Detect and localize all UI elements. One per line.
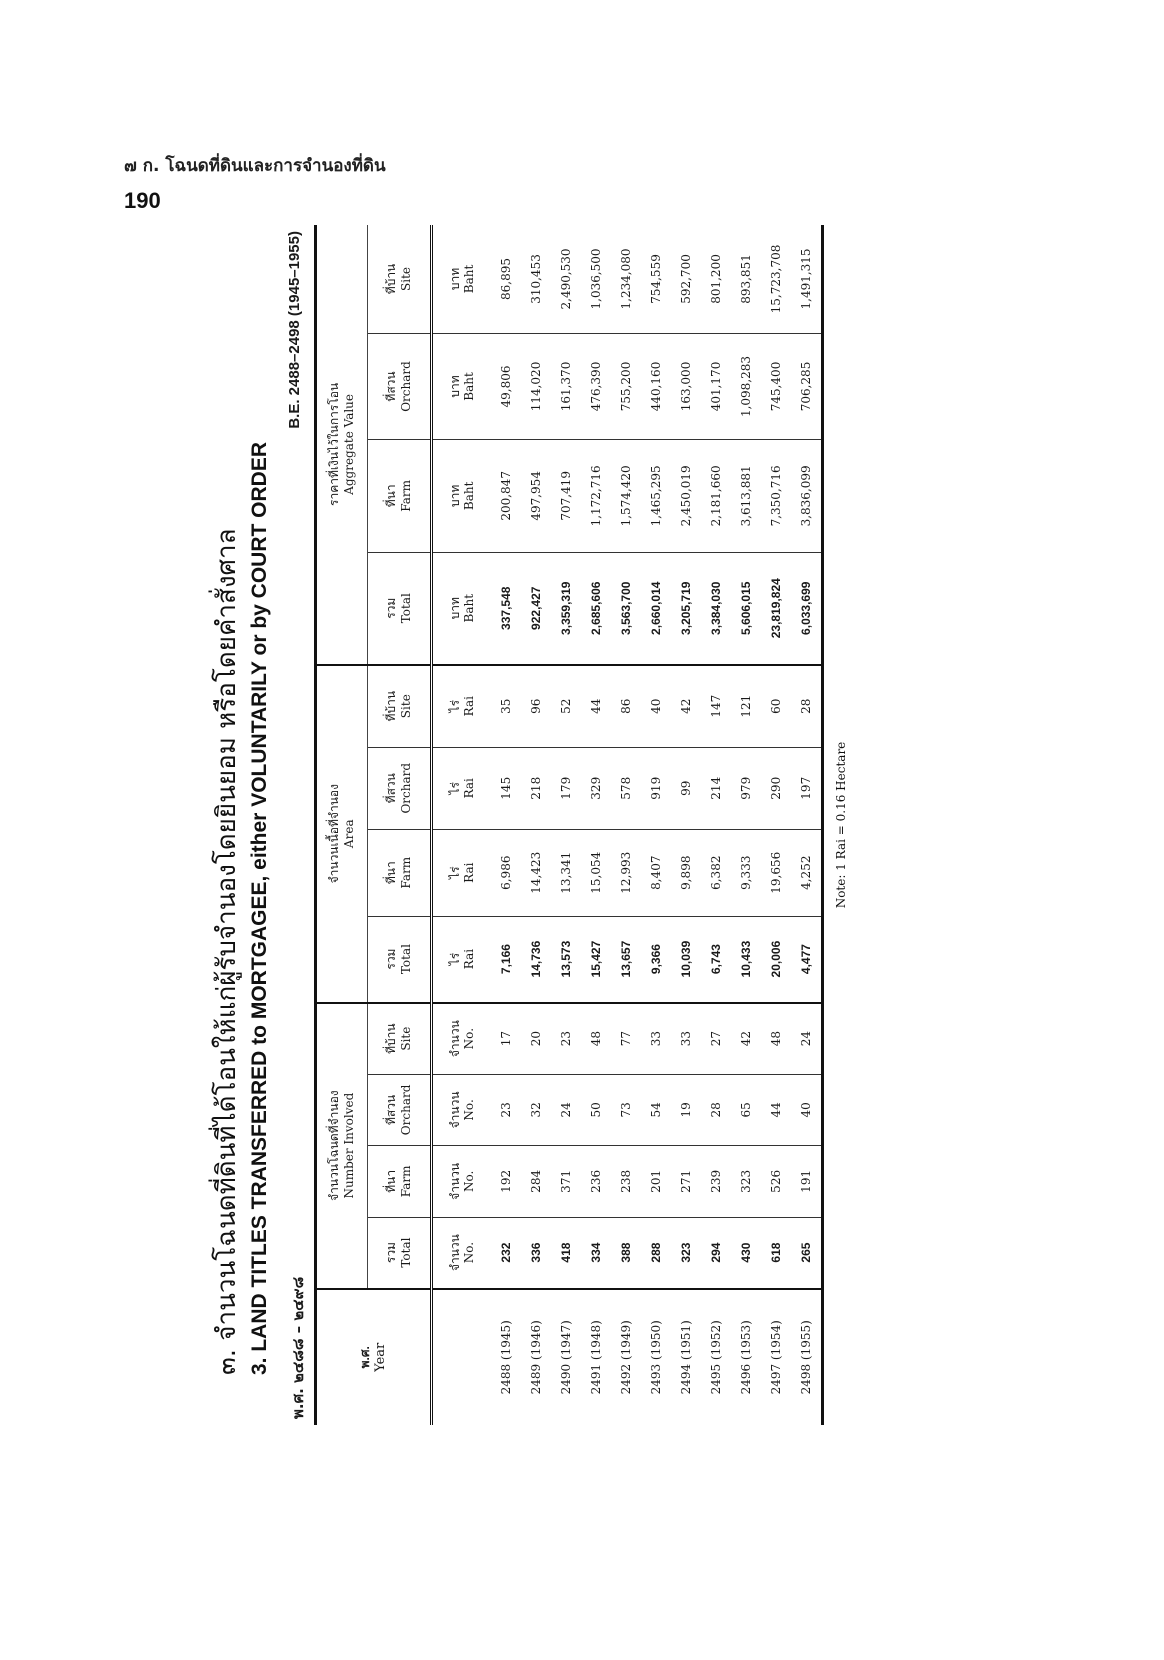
value-cell: 371 — [551, 1146, 581, 1217]
value-cell: 979 — [731, 747, 761, 829]
value-cell: 388 — [611, 1217, 641, 1288]
value-cell: 3,359,319 — [551, 552, 581, 665]
subcolumn-en: Total — [399, 944, 413, 975]
value-cell: 6,033,699 — [791, 552, 823, 665]
value-cell: 3,563,700 — [611, 552, 641, 665]
unit-thai: ไร่ — [447, 952, 462, 966]
subcolumn-thai: ที่นา — [384, 861, 398, 885]
year-cell: 2495 (1952) — [709, 1320, 723, 1395]
value-cell: 288 — [641, 1217, 671, 1288]
value-cell: 13,657 — [611, 916, 641, 1003]
subcolumn-thai: รวม — [384, 597, 398, 619]
value-cell: 48 — [761, 1003, 791, 1075]
unit-en: Baht — [462, 264, 476, 294]
value-cell: 44 — [761, 1074, 791, 1145]
table-row — [731, 225, 761, 1425]
value-cell: 86,895 — [491, 225, 521, 333]
table-row — [761, 225, 791, 1425]
unit-thai: บาท — [447, 597, 462, 620]
value-cell: 44 — [581, 665, 611, 747]
unit-en: No. — [462, 1099, 476, 1121]
value-cell: 1,172,716 — [581, 440, 611, 553]
value-cell: 12,993 — [611, 829, 641, 916]
subcolumn-header — [368, 747, 432, 829]
value-cell: 42 — [731, 1003, 761, 1075]
value-cell: 10,039 — [671, 916, 701, 1003]
value-cell: 5,606,015 — [731, 552, 761, 665]
value-cell: 24 — [791, 1003, 823, 1075]
subcolumn-header-row — [368, 225, 432, 1425]
value-cell: 329 — [581, 747, 611, 829]
table-note: Note: 1 Rai = 0.16 Hectare — [834, 741, 848, 909]
unit-cell — [432, 552, 492, 665]
value-cell: 284 — [521, 1146, 551, 1217]
value-cell: 239 — [701, 1146, 731, 1217]
value-cell: 2,490,530 — [551, 225, 581, 333]
value-cell: 232 — [491, 1217, 521, 1288]
value-cell: 23,819,824 — [761, 552, 791, 665]
unit-thai: จำนวน — [447, 1091, 462, 1129]
subcolumn-en: Farm — [399, 856, 413, 889]
value-cell: 3,384,030 — [701, 552, 731, 665]
unit-thai: จำนวน — [447, 1162, 462, 1200]
year-cell: 2491 (1948) — [589, 1320, 603, 1395]
subcolumn-en: Orchard — [399, 361, 413, 412]
value-cell: 28 — [701, 1074, 731, 1145]
subcolumn-header — [368, 829, 432, 916]
unit-cell-blank — [432, 1289, 492, 1425]
units-row — [432, 225, 492, 1425]
unit-cell — [432, 916, 492, 1003]
group-thai: จำนวนเนื้อที่จำนอง — [327, 784, 341, 884]
value-cell: 2,450,019 — [671, 440, 701, 553]
value-cell: 77 — [611, 1003, 641, 1075]
subcolumn-thai: ที่สวน — [384, 1094, 398, 1125]
unit-en: Rai — [462, 862, 476, 883]
value-cell: 15,723,708 — [761, 225, 791, 333]
group-header-area — [316, 665, 368, 1003]
value-cell: 2,660,014 — [641, 552, 671, 665]
unit-en: Rai — [462, 778, 476, 799]
value-cell: 2,181,660 — [701, 440, 731, 553]
value-cell: 1,098,283 — [731, 333, 761, 439]
value-cell: 4,252 — [791, 829, 823, 916]
unit-en: Baht — [462, 481, 476, 511]
subcolumn-header — [368, 916, 432, 1003]
title-block — [202, 225, 312, 1425]
value-cell: 290 — [761, 747, 791, 829]
value-cell: 147 — [701, 665, 731, 747]
period-row — [286, 225, 310, 1425]
value-cell: 27 — [701, 1003, 731, 1075]
table-row — [491, 225, 521, 1425]
unit-cell — [432, 747, 492, 829]
value-cell: 13,341 — [551, 829, 581, 916]
subcolumn-en: Site — [399, 266, 413, 291]
subcolumn-en: Farm — [399, 479, 413, 512]
subcolumn-header — [368, 1217, 432, 1288]
unit-cell — [432, 1217, 492, 1288]
value-cell: 192 — [491, 1146, 521, 1217]
unit-cell — [432, 1003, 492, 1075]
table-row — [551, 225, 581, 1425]
table-title-thai: ๓. จำนวนโฉนดที่ดินที่ได้โอนให้แก่ผู้รับจำนองโดยยินยอม หรือโดยคำสั่งศาล — [212, 528, 242, 1375]
value-cell: 265 — [791, 1217, 823, 1288]
value-cell: 35 — [491, 665, 521, 747]
value-cell: 3,613,881 — [731, 440, 761, 553]
subcolumn-header — [368, 665, 432, 747]
value-cell: 179 — [551, 747, 581, 829]
value-cell: 440,160 — [641, 333, 671, 439]
value-cell: 200,847 — [491, 440, 521, 553]
group-en: Number Involved — [342, 1092, 356, 1199]
subcolumn-header — [368, 333, 432, 439]
rotated-table-frame — [202, 225, 862, 1425]
subcolumn-header — [368, 225, 432, 333]
table-row — [521, 225, 551, 1425]
value-cell: 50 — [581, 1074, 611, 1145]
table-title-english: 3. LAND TITLES TRANSFERRED to MORTGAGEE, either VOLUNTARILY or by COURT ORDER — [248, 442, 271, 1375]
value-cell: 707,419 — [551, 440, 581, 553]
value-cell: 23 — [551, 1003, 581, 1075]
value-cell: 9,366 — [641, 916, 671, 1003]
value-cell: 310,453 — [521, 225, 551, 333]
running-head: ๗ ก. โฉนดที่ดินและการจำนองที่ดิน — [124, 156, 386, 176]
value-cell: 6,743 — [701, 916, 731, 1003]
value-cell: 19 — [671, 1074, 701, 1145]
value-cell: 15,054 — [581, 829, 611, 916]
value-cell: 52 — [551, 665, 581, 747]
value-cell: 218 — [521, 747, 551, 829]
unit-cell — [432, 1146, 492, 1217]
value-cell: 99 — [671, 747, 701, 829]
year-cell: 2489 (1946) — [529, 1320, 543, 1395]
group-header-value — [316, 225, 368, 665]
value-cell: 323 — [671, 1217, 701, 1288]
subcolumn-en: Total — [399, 593, 413, 624]
value-cell: 33 — [641, 1003, 671, 1075]
value-cell: 323 — [731, 1146, 761, 1217]
value-cell: 336 — [521, 1217, 551, 1288]
value-cell: 14,736 — [521, 916, 551, 1003]
value-cell: 9,333 — [731, 829, 761, 916]
unit-thai: จำนวน — [447, 1020, 462, 1058]
unit-cell — [432, 225, 492, 333]
value-cell: 114,020 — [521, 333, 551, 439]
value-cell: 86 — [611, 665, 641, 747]
value-cell: 755,200 — [611, 333, 641, 439]
unit-thai: ไร่ — [447, 782, 462, 795]
subcolumn-en: Farm — [399, 1165, 413, 1198]
value-cell: 40 — [641, 665, 671, 747]
unit-thai: บาท — [447, 484, 462, 507]
value-cell: 20,006 — [761, 916, 791, 1003]
subcolumn-thai: ที่สวน — [384, 773, 398, 804]
value-cell: 1,234,080 — [611, 225, 641, 333]
year-cell: 2494 (1951) — [679, 1320, 693, 1395]
unit-thai: บาท — [447, 267, 462, 291]
table-row — [791, 225, 823, 1425]
year-cell: 2498 (1955) — [799, 1320, 813, 1395]
subcolumn-en: Site — [399, 1026, 413, 1051]
group-thai: จำนวนโฉนดที่จำนอง — [327, 1090, 341, 1201]
group-en: Aggregate Value — [342, 393, 356, 495]
page-number: 190 — [124, 188, 161, 213]
value-cell: 1,465,295 — [641, 440, 671, 553]
value-cell: 7,350,716 — [761, 440, 791, 553]
subcolumn-thai: ที่นา — [384, 1169, 398, 1193]
value-cell: 334 — [581, 1217, 611, 1288]
value-cell: 17 — [491, 1003, 521, 1075]
unit-en: Baht — [462, 593, 476, 623]
table-row — [701, 225, 731, 1425]
subcolumn-header — [368, 440, 432, 553]
value-cell: 48 — [581, 1003, 611, 1075]
value-cell: 42 — [671, 665, 701, 747]
value-cell: 754,559 — [641, 225, 671, 333]
value-cell: 526 — [761, 1146, 791, 1217]
subcolumn-en: Orchard — [399, 762, 413, 814]
group-header-number — [316, 1003, 368, 1289]
year-header-thai: พ.ศ. — [357, 1346, 372, 1369]
value-cell: 28 — [791, 665, 823, 747]
subcolumn-thai: ที่นา — [384, 484, 398, 508]
value-cell: 9,898 — [671, 829, 701, 916]
value-cell: 15,427 — [581, 916, 611, 1003]
subcolumn-header — [368, 552, 432, 665]
subcolumn-thai: ที่บ้าน — [384, 263, 398, 295]
table-row — [671, 225, 701, 1425]
value-cell: 96 — [521, 665, 551, 747]
value-cell: 49,806 — [491, 333, 521, 439]
value-cell: 20 — [521, 1003, 551, 1075]
unit-en: No. — [462, 1027, 476, 1050]
value-cell: 214 — [701, 747, 731, 829]
subcolumn-en: Site — [399, 694, 413, 719]
value-cell: 7,166 — [491, 916, 521, 1003]
group-en: Area — [342, 819, 356, 849]
value-cell: 13,573 — [551, 916, 581, 1003]
unit-en: Baht — [462, 372, 476, 401]
value-cell: 337,548 — [491, 552, 521, 665]
value-cell: 592,700 — [671, 225, 701, 333]
unit-en: Rai — [462, 948, 476, 970]
group-thai: ราคาที่เงินไว้ในการโอน — [327, 382, 341, 506]
year-header — [316, 1289, 432, 1425]
subcolumn-thai: ที่บ้าน — [384, 1023, 398, 1054]
unit-thai: บาท — [447, 375, 462, 398]
value-cell: 191 — [791, 1146, 823, 1217]
value-cell: 19,656 — [761, 829, 791, 916]
table-body — [491, 225, 823, 1425]
value-cell: 2,685,606 — [581, 552, 611, 665]
value-cell: 24 — [551, 1074, 581, 1145]
unit-cell — [432, 829, 492, 916]
subcolumn-en: Orchard — [399, 1084, 413, 1136]
value-cell: 6,986 — [491, 829, 521, 916]
value-cell: 418 — [551, 1217, 581, 1288]
value-cell: 497,954 — [521, 440, 551, 553]
value-cell: 706,285 — [791, 333, 823, 439]
value-cell: 238 — [611, 1146, 641, 1217]
value-cell: 919 — [641, 747, 671, 829]
value-cell: 10,433 — [731, 916, 761, 1003]
value-cell: 3,205,719 — [671, 552, 701, 665]
value-cell: 14,423 — [521, 829, 551, 916]
value-cell: 578 — [611, 747, 641, 829]
value-cell: 618 — [761, 1217, 791, 1288]
subcolumn-header — [368, 1003, 432, 1075]
value-cell: 294 — [701, 1217, 731, 1288]
period-english: B.E. 2488–2498 (1945–1955) — [286, 231, 303, 429]
unit-thai: ไร่ — [447, 699, 462, 713]
table-row — [611, 225, 641, 1425]
value-cell: 201 — [641, 1146, 671, 1217]
value-cell: 893,851 — [731, 225, 761, 333]
year-cell: 2488 (1945) — [499, 1320, 513, 1395]
unit-cell — [432, 1074, 492, 1145]
year-cell: 2492 (1949) — [619, 1320, 633, 1395]
subcolumn-header — [368, 1146, 432, 1217]
value-cell: 6,382 — [701, 829, 731, 916]
value-cell: 73 — [611, 1074, 641, 1145]
value-cell: 23 — [491, 1074, 521, 1145]
unit-cell — [432, 440, 492, 553]
value-cell: 801,200 — [701, 225, 731, 333]
year-header-en: Year — [372, 1342, 388, 1372]
table-row — [581, 225, 611, 1425]
value-cell: 922,427 — [521, 552, 551, 665]
subcolumn-thai: ที่สวน — [384, 371, 398, 402]
value-cell: 236 — [581, 1146, 611, 1217]
subcolumn-thai: ที่บ้าน — [384, 690, 398, 722]
value-cell: 401,170 — [701, 333, 731, 439]
value-cell: 163,000 — [671, 333, 701, 439]
table-row — [641, 225, 671, 1425]
unit-en: No. — [462, 1241, 476, 1264]
value-cell: 1,574,420 — [611, 440, 641, 553]
value-cell: 161,370 — [551, 333, 581, 439]
value-cell: 1,036,500 — [581, 225, 611, 333]
year-cell: 2496 (1953) — [739, 1320, 753, 1395]
value-cell: 54 — [641, 1074, 671, 1145]
value-cell: 8,407 — [641, 829, 671, 916]
subcolumn-thai: รวม — [384, 1242, 398, 1264]
value-cell: 60 — [761, 665, 791, 747]
unit-thai: ไร่ — [447, 866, 462, 879]
value-cell: 121 — [731, 665, 761, 747]
value-cell: 145 — [491, 747, 521, 829]
value-cell: 1,491,315 — [791, 225, 823, 333]
year-cell: 2497 (1954) — [769, 1320, 783, 1395]
unit-en: No. — [462, 1170, 476, 1193]
value-cell: 476,390 — [581, 333, 611, 439]
value-cell: 197 — [791, 747, 823, 829]
value-cell: 745,400 — [761, 333, 791, 439]
unit-cell — [432, 333, 492, 439]
value-cell: 33 — [671, 1003, 701, 1075]
subcolumn-header — [368, 1074, 432, 1145]
year-cell: 2490 (1947) — [559, 1320, 573, 1395]
value-cell: 271 — [671, 1146, 701, 1217]
value-cell: 4,477 — [791, 916, 823, 1003]
year-cell: 2493 (1950) — [649, 1320, 663, 1395]
value-cell: 40 — [791, 1074, 823, 1145]
period-thai: พ.ศ. ๒๔๘๘ – ๒๔๙๘ — [289, 1276, 307, 1419]
value-cell: 430 — [731, 1217, 761, 1288]
subcolumn-thai: รวม — [384, 948, 398, 970]
value-cell: 3,836,099 — [791, 440, 823, 553]
unit-thai: จำนวน — [447, 1234, 462, 1272]
value-cell: 32 — [521, 1074, 551, 1145]
value-cell: 65 — [731, 1074, 761, 1145]
unit-cell — [432, 665, 492, 747]
land-titles-table — [314, 225, 824, 1425]
unit-en: Rai — [462, 696, 476, 717]
subcolumn-en: Total — [399, 1237, 413, 1268]
